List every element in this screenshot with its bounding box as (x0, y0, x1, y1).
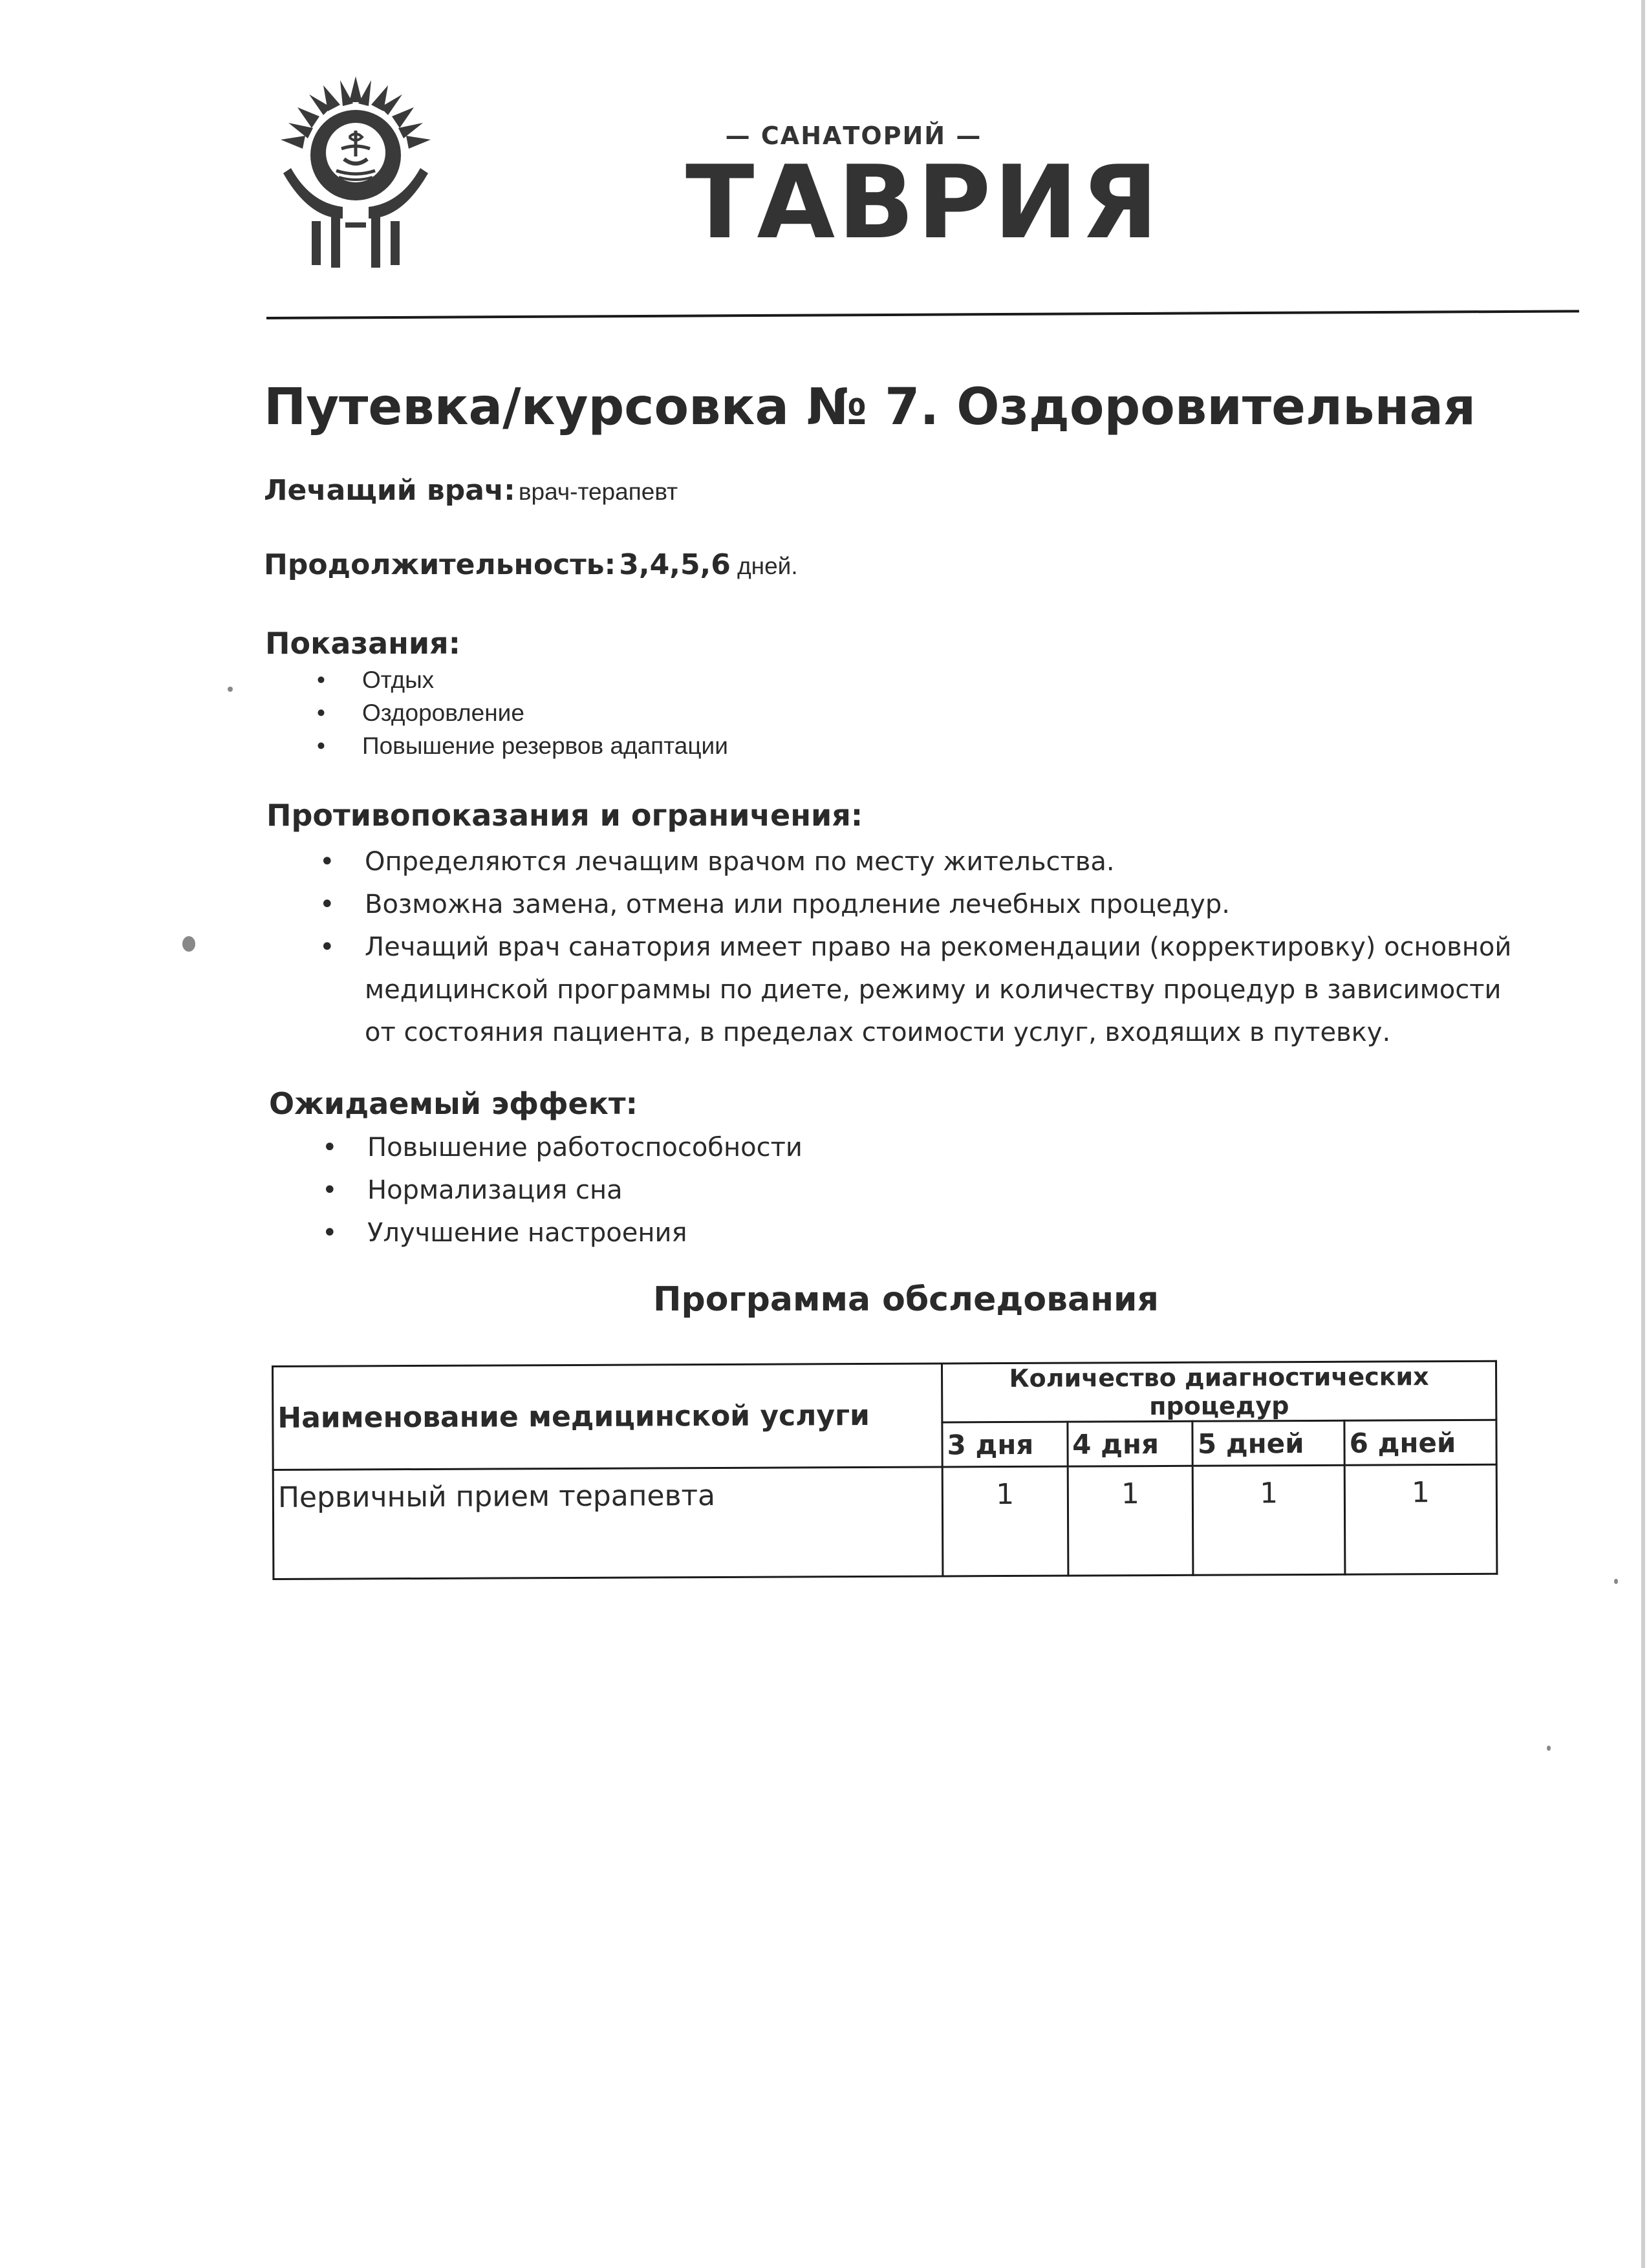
count-cell: 1 (1344, 1464, 1497, 1574)
day-header: 6 дней (1344, 1420, 1496, 1465)
header-divider (266, 310, 1579, 319)
day-header: 4 дня (1068, 1421, 1193, 1466)
contraindications-heading: Противопоказания и ограничения: (266, 798, 863, 833)
scan-speck (1614, 1579, 1618, 1584)
service-name-cell: Первичный прием терапевта (273, 1467, 943, 1579)
indications-list (317, 663, 728, 762)
scan-edge (1641, 0, 1645, 2268)
duration-unit: дней. (737, 553, 798, 579)
list-item-continuation: от состояния пациента, в пределах стоимости услуг, входящих в путевку. (365, 1018, 1391, 1047)
duration-value: 3,4,5,6 (619, 548, 731, 581)
list-item: • Определяются лечащим врачом по месту жительства. (319, 847, 1115, 877)
list-item: • Лечащий врач санатория имеет право на рекомендации (корректировку) основной (319, 932, 1512, 962)
day-header: 3 дня (942, 1422, 1068, 1467)
day-header: 5 дней (1192, 1420, 1344, 1466)
count-cell: 1 (1193, 1465, 1346, 1575)
count-column-header: Количество диагностических процедур (942, 1361, 1496, 1422)
service-column-header: Наименование медицинской услуги (273, 1364, 943, 1470)
program-title: Программа обследования (653, 1280, 1159, 1319)
table-header-row (273, 1361, 1496, 1425)
doctor-label: Лечащий врач: (264, 474, 515, 507)
indications-heading: Показания: (265, 626, 461, 661)
count-cell: 1 (942, 1466, 1068, 1576)
scan-speck (182, 936, 195, 952)
brand-name: ТАВРИЯ (685, 144, 1161, 261)
doctor-line (264, 474, 678, 507)
scan-speck (228, 687, 233, 692)
duration-line (264, 548, 798, 581)
document-title: Путевка/курсовка № 7. Оздоровительная (264, 378, 1476, 436)
list-item: • Возможна замена, отмена или продление лечебных процедур. (319, 890, 1230, 919)
effect-heading: Ожидаемый эффект: (269, 1086, 638, 1121)
contraindications-list (319, 840, 1512, 1054)
list-item: • Отдых (317, 667, 435, 693)
table-row (273, 1464, 1497, 1579)
list-item-continuation: медицинской программы по диете, режиму и количеству процедур в зависимости (365, 975, 1502, 1005)
duration-label: Продолжительность: (264, 548, 616, 581)
list-item: • Оздоровление (317, 700, 524, 726)
effect-list (322, 1126, 803, 1254)
list-item: • Повышение резервов адаптации (317, 733, 728, 759)
list-item: • Улучшение настроения (322, 1218, 687, 1248)
count-cell: 1 (1068, 1466, 1193, 1576)
brand-subtitle: — САНАТОРИЙ — (725, 122, 982, 150)
sanatorium-logo-icon (277, 76, 435, 270)
scan-speck (1547, 1746, 1551, 1751)
list-item: • Повышение работоспособности (322, 1133, 803, 1162)
list-item: • Нормализация сна (322, 1175, 623, 1205)
examination-table (272, 1360, 1498, 1580)
doctor-value: врач-терапевт (518, 478, 678, 505)
